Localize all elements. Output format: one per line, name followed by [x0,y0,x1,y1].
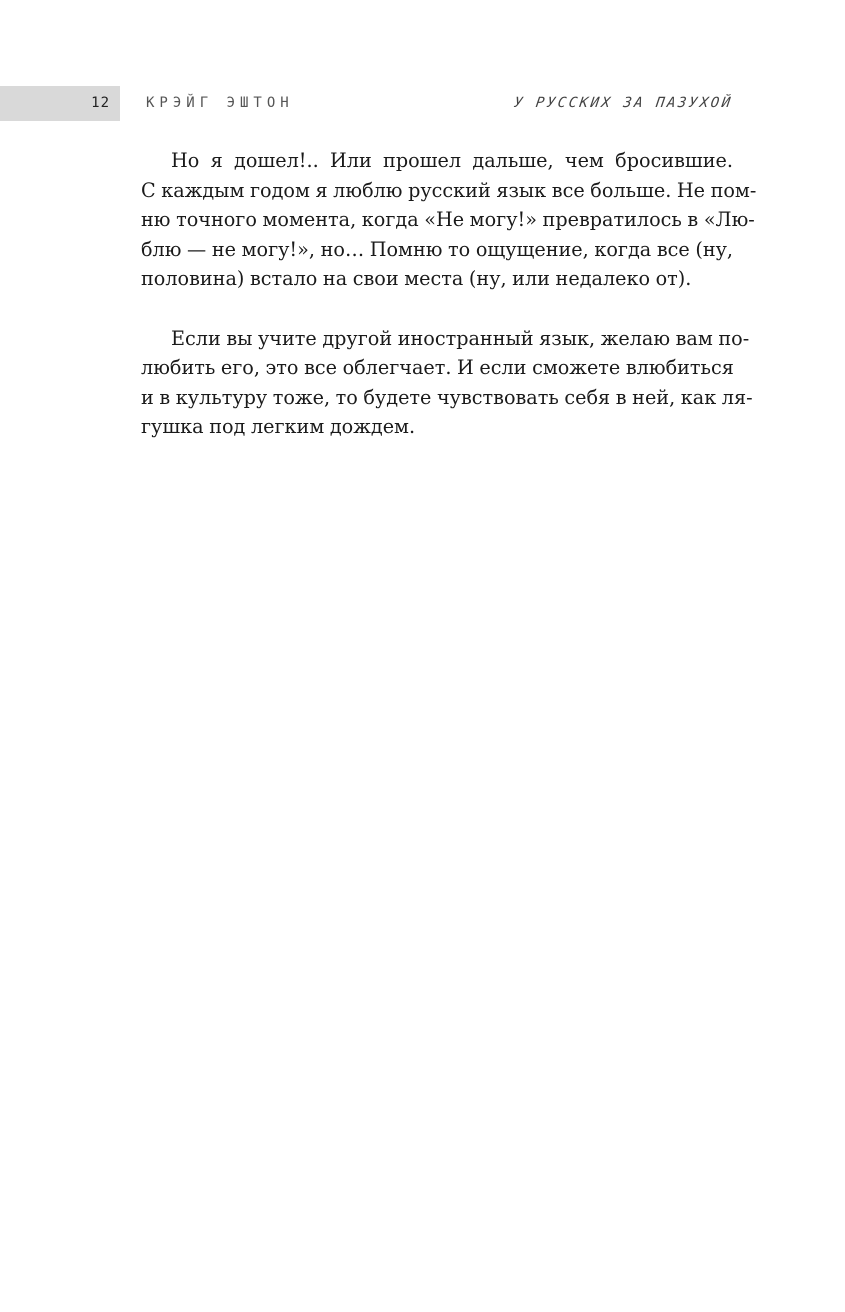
paragraph-1 [141,146,757,294]
text-line: С каждым годом я люблю русский язык все больше. Не пом- [141,178,757,202]
text-line: и в культуру тоже, то будете чувствовать себя в ней, как ля- [141,385,753,409]
text-line: Если вы учите другой иностранный язык, желаю вам по- [171,326,750,350]
text-line: гушка под легким дождем. [141,415,416,438]
text-line: половина) встало на свои места (ну, или недалеко от). [141,267,692,290]
text-line: блю — не могу!», но… Помню то ощущение, когда все (ну, [141,237,733,261]
page-number: 12 [91,95,110,111]
text-line: Но я дошел!.. Или прошел дальше, чем бросившие. [171,149,733,172]
running-header-book-title: У РУССКИХ ЗА ПАЗУХОЙ [513,95,735,111]
text-line: любить его, это все облегчает. И если сможете влюбиться [141,356,734,379]
body-text [141,146,757,472]
paragraph-2 [141,324,753,442]
running-header-author: КРЭЙГ ЭШТОН [146,95,294,111]
page-number-tab [0,86,120,121]
text-line: ню точного момента, когда «Не могу!» превратилось в «Лю- [141,208,755,231]
